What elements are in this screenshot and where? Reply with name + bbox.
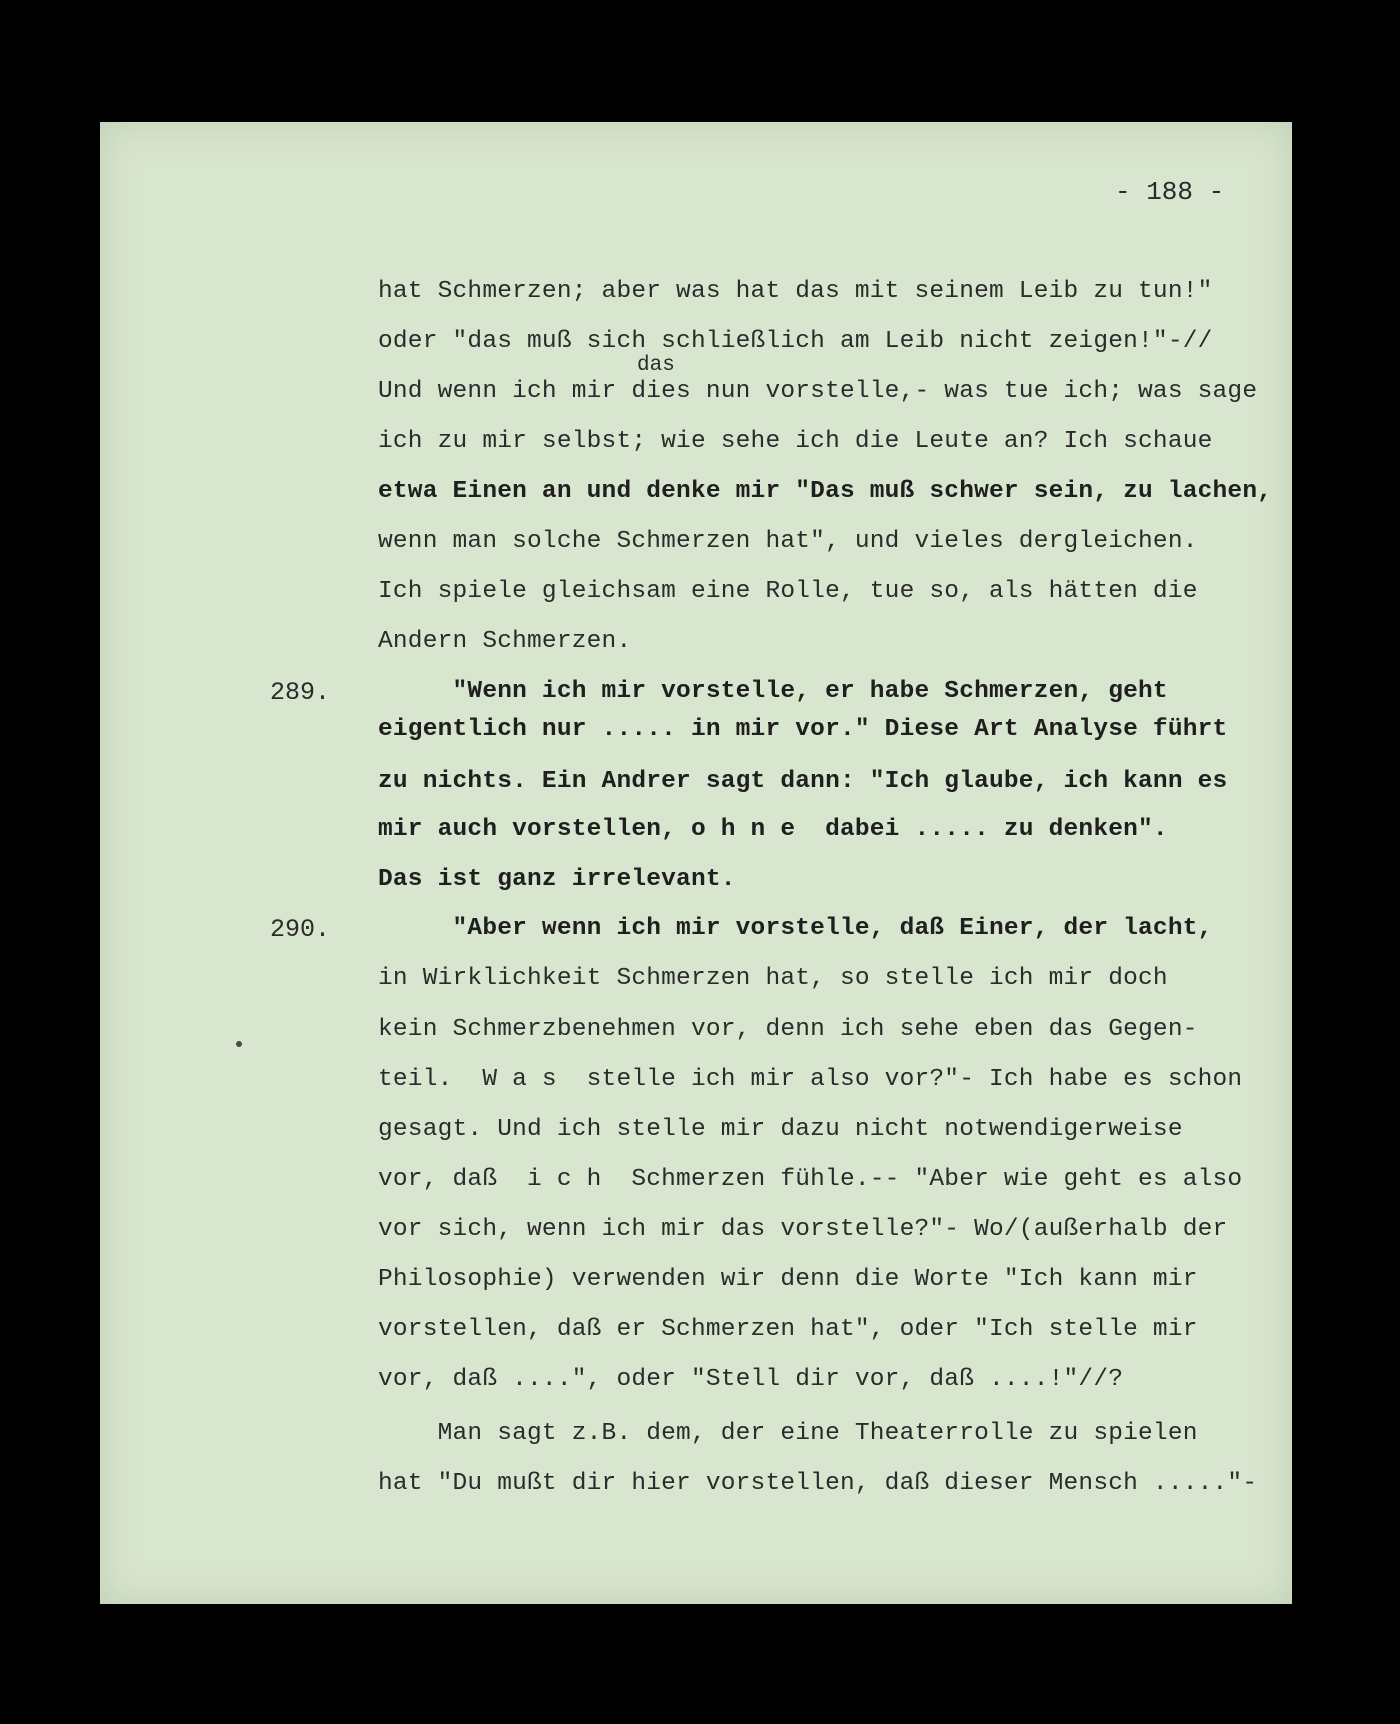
text-line: "Aber wenn ich mir vorstelle, daß Einer, der lacht, [378, 915, 1213, 942]
page-number: - 188 - [1115, 177, 1225, 207]
text-line: Ich spiele gleichsam eine Rolle, tue so, als hätten die [378, 578, 1198, 605]
text-line: Das ist ganz irrelevant. [378, 866, 736, 893]
text-line: ich zu mir selbst; wie sehe ich die Leute an? Ich schaue [378, 428, 1213, 455]
handwritten-insertion: das [637, 354, 675, 377]
text-line: eigentlich nur ..... in mir vor." Diese Art Analyse führt [378, 716, 1228, 743]
text-line: vor, daß ....", oder "Stell dir vor, daß ....!"//? [378, 1366, 1124, 1393]
text-line: hat Schmerzen; aber was hat das mit seinem Leib zu tun!" [378, 278, 1213, 305]
text-line: Andern Schmerzen. [378, 628, 632, 655]
text-line: Und wenn ich mir dies nun vorstelle,- was tue ich; was sage [378, 378, 1258, 405]
text-line: vorstellen, daß er Schmerzen hat", oder "Ich stelle mir [378, 1316, 1198, 1343]
text-line: etwa Einen an und denke mir "Das muß schwer sein, zu lachen, [378, 478, 1273, 505]
text-line: vor, daß i c h Schmerzen fühle.-- "Aber wie geht es also [378, 1166, 1243, 1193]
text-line: wenn man solche Schmerzen hat", und vieles dergleichen. [378, 528, 1198, 555]
text-line: in Wirklichkeit Schmerzen hat, so stelle ich mir doch [378, 965, 1168, 992]
ink-spot [236, 1041, 242, 1047]
text-line: gesagt. Und ich stelle mir dazu nicht notwendigerweise [378, 1116, 1183, 1143]
text-line: Philosophie) verwenden wir denn die Worte "Ich kann mir [378, 1266, 1198, 1293]
text-line: Man sagt z.B. dem, der eine Theaterrolle zu spielen [378, 1420, 1198, 1447]
text-line: vor sich, wenn ich mir das vorstelle?"- Wo/(außerhalb der [378, 1216, 1228, 1243]
text-line: teil. W a s stelle ich mir also vor?"- Ich habe es schon [378, 1066, 1243, 1093]
text-line: zu nichts. Ein Andrer sagt dann: "Ich glaube, ich kann es [378, 768, 1228, 795]
text-line: "Wenn ich mir vorstelle, er habe Schmerzen, geht [378, 678, 1168, 705]
section-number-290: 290. [270, 915, 331, 944]
text-line: oder "das muß sich schließlich am Leib nicht zeigen!"-// [378, 328, 1213, 355]
text-line: kein Schmerzbenehmen vor, denn ich sehe eben das Gegen- [378, 1016, 1198, 1043]
text-line: hat "Du mußt dir hier vorstellen, daß dieser Mensch ....."- [378, 1470, 1258, 1497]
section-number-289: 289. [270, 678, 331, 707]
text-line: mir auch vorstellen, o h n e dabei ..... zu denken". [378, 816, 1168, 843]
